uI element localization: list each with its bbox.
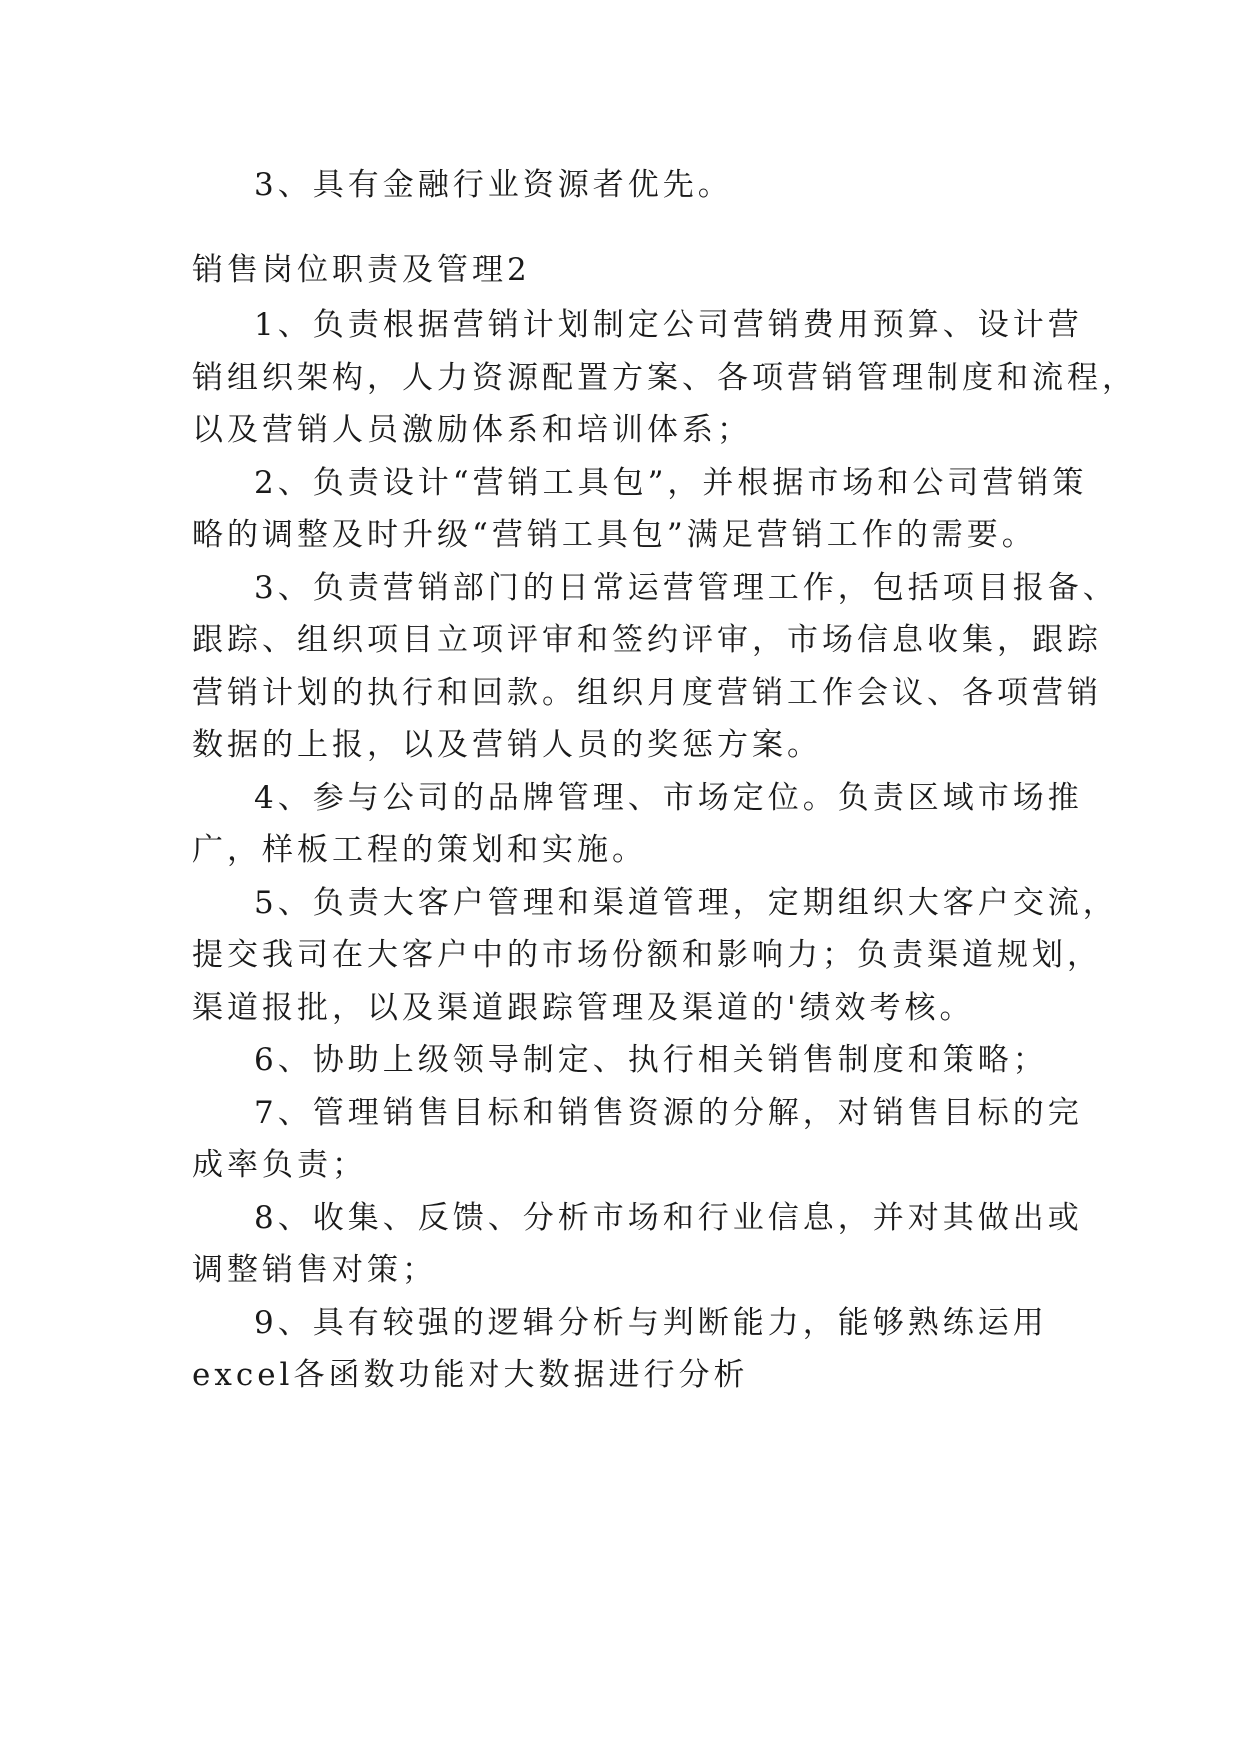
paragraph-line: 9、具有较强的逻辑分析与判断能力，能够熟练运用 — [254, 1305, 1048, 1341]
section-heading: 销售岗位职责及管理2 — [192, 252, 531, 288]
paragraph-line: 4、参与公司的品牌管理、市场定位。负责区域市场推 — [254, 780, 1083, 816]
paragraph-line: 提交我司在大客户中的市场份额和影响力；负责渠道规划， — [192, 937, 1102, 973]
paragraph-line: 略的调整及时升级“营销工具包”满足营销工作的需要。 — [192, 517, 1037, 553]
paragraph-line: 以及营销人员激励体系和培训体系； — [192, 412, 752, 448]
paragraph-line: 8、收集、反馈、分析市场和行业信息，并对其做出或 — [254, 1200, 1083, 1236]
paragraph-line: 1、负责根据营销计划制定公司营销费用预算、设计营 — [254, 307, 1083, 343]
paragraph-line: 5、负责大客户管理和渠道管理，定期组织大客户交流， — [254, 885, 1118, 921]
paragraph-line: 3、负责营销部门的日常运营管理工作，包括项目报备、 — [254, 570, 1118, 606]
paragraph-line: 调整销售对策； — [192, 1252, 437, 1288]
paragraph-line: 数据的上报，以及营销人员的奖惩方案。 — [192, 727, 822, 763]
paragraph-line: 营销计划的执行和回款。组织月度营销工作会议、各项营销 — [192, 675, 1102, 711]
paragraph-line: 渠道报批，以及渠道跟踪管理及渠道的'绩效考核。 — [192, 990, 975, 1026]
paragraph-line: 2、负责设计“营销工具包”，并根据市场和公司营销策 — [254, 465, 1088, 501]
paragraph-line: 6、协助上级领导制定、执行相关销售制度和策略； — [254, 1042, 1048, 1078]
paragraph-line: excel各函数功能对大数据进行分析 — [192, 1357, 749, 1393]
paragraph-line: 3、具有金融行业资源者优先。 — [254, 167, 733, 203]
paragraph-line: 销组织架构，人力资源配置方案、各项营销管理制度和流程， — [192, 360, 1137, 396]
paragraph-line: 广，样板工程的策划和实施。 — [192, 832, 647, 868]
paragraph-line: 7、管理销售目标和销售资源的分解，对销售目标的完 — [254, 1095, 1083, 1131]
paragraph-line: 跟踪、组织项目立项评审和签约评审，市场信息收集，跟踪 — [192, 622, 1102, 658]
paragraph-line: 成率负责； — [192, 1147, 367, 1183]
